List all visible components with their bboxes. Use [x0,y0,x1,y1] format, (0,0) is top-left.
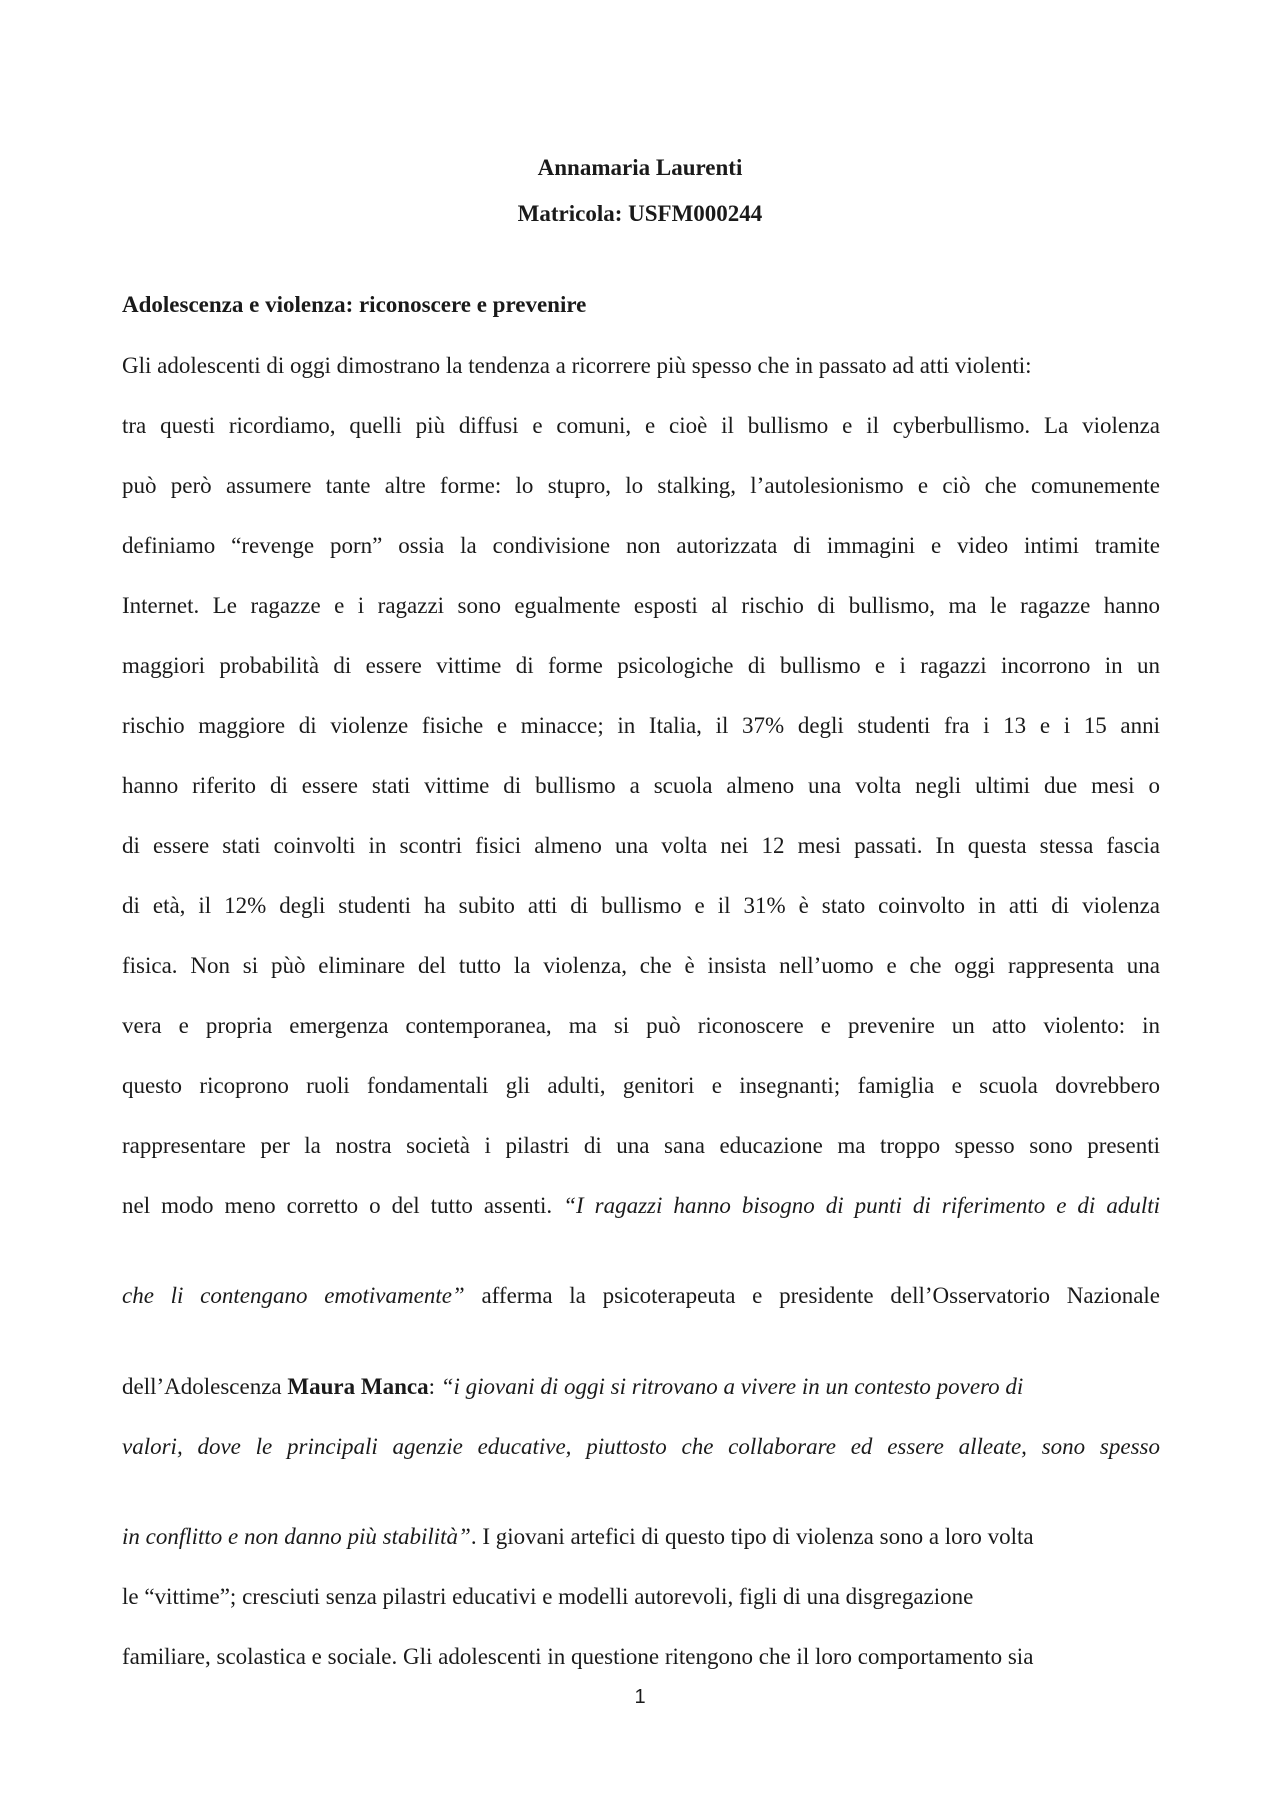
body-line: definiamo “revenge porn” ossia la condivisione non autorizzata di immagini e video intimi tramite [122,533,1160,558]
quote-lead: nel modo meno corretto o del tutto assenti. [122,1193,564,1218]
quote-paragraph-4: valori, dove le principali agenzie educative, piuttosto che collaborare ed essere alleate, sono spesso [122,1434,1160,1459]
matricola: Matricola: USFM000244 [517,201,763,226]
body-text: . I giovani artefici di questo tipo di violenza sono a loro volta [470,1524,1034,1549]
body-line: Gli adolescenti di oggi dimostrano la tendenza a ricorrere più spesso che in passato ad atti violenti: [122,353,1032,378]
document-title: Adolescenza e violenza: riconoscere e prevenire [122,292,587,317]
quote-text: che li contengano emotivamente” [122,1283,465,1308]
body-line: hanno riferito di essere stati vittime di bullismo a scuola almeno una volta negli ultimi due mesi o [122,773,1160,798]
body-line: vera e propria emergenza contemporanea, ma si può riconoscere e prevenire un atto violento: in [122,1013,1160,1038]
body-line: rischio maggiore di violenze fisiche e minacce; in Italia, il 37% degli studenti fra i 13 e i 15 anni [122,713,1160,738]
quoted-person: Maura Manca [287,1374,429,1399]
quote-paragraph-2 [122,1282,1160,1310]
quote-paragraph-5 [122,1523,1160,1551]
body-line: può però assumere tante altre forme: lo stupro, lo stalking, l’autolesionismo e ciò che comunemente [122,473,1160,498]
body-line: di essere stati coinvolti in scontri fisici almeno una volta nei 12 mesi passati. In questa stessa fascia [122,833,1160,858]
quote-paragraph-1 [122,1192,1160,1220]
quote-colon: : [428,1374,441,1399]
body-line: rappresentare per la nostra società i pilastri di una sana educazione ma troppo spesso sono presenti [122,1133,1160,1158]
body-line: di età, il 12% degli studenti ha subito atti di bullismo e il 31% è stato coinvolto in atti di violenza [122,893,1160,918]
quote-text: in conflitto e non danno più stabilità” [122,1524,471,1549]
quote-attribution: afferma la psicoterapeuta e presidente dell’Osservatorio Nazionale [464,1283,1160,1308]
body-line: fisica. Non si pùò eliminare del tutto la violenza, che è insista nell’uomo e che oggi rappresenta una [122,953,1160,978]
body-line: le “vittime”; cresciuti senza pilastri educativi e modelli autorevoli, figli di una disgregazione [122,1584,974,1609]
body-line: questo ricoprono ruoli fondamentali gli adulti, genitori e insegnanti; famiglia e scuola dovrebbero [122,1073,1160,1098]
page-number: 1 [634,1686,646,1708]
author-name: Annamaria Laurenti [537,155,743,180]
quote-text: “i giovani di oggi si ritrovano a vivere in un contesto povero di [440,1374,1024,1399]
body-line: tra questi ricordiamo, quelli più diffusi e comuni, e cioè il bullismo e il cyberbullismo. La violenza [122,413,1160,438]
quote-paragraph-3 [122,1373,1160,1401]
quote-lead: dell’Adolescenza [122,1374,288,1399]
body-line: familiare, scolastica e sociale. Gli adolescenti in questione ritengono che il loro comportamento sia [122,1644,1034,1669]
quote-text: “I ragazzi hanno bisogno di punti di riferimento e di adulti [563,1193,1160,1218]
body-line: Internet. Le ragazze e i ragazzi sono egualmente esposti al rischio di bullismo, ma le ragazze hanno [122,593,1160,618]
body-line: maggiori probabilità di essere vittime di forme psicologiche di bullismo e i ragazzi incorrono in un [122,653,1160,678]
